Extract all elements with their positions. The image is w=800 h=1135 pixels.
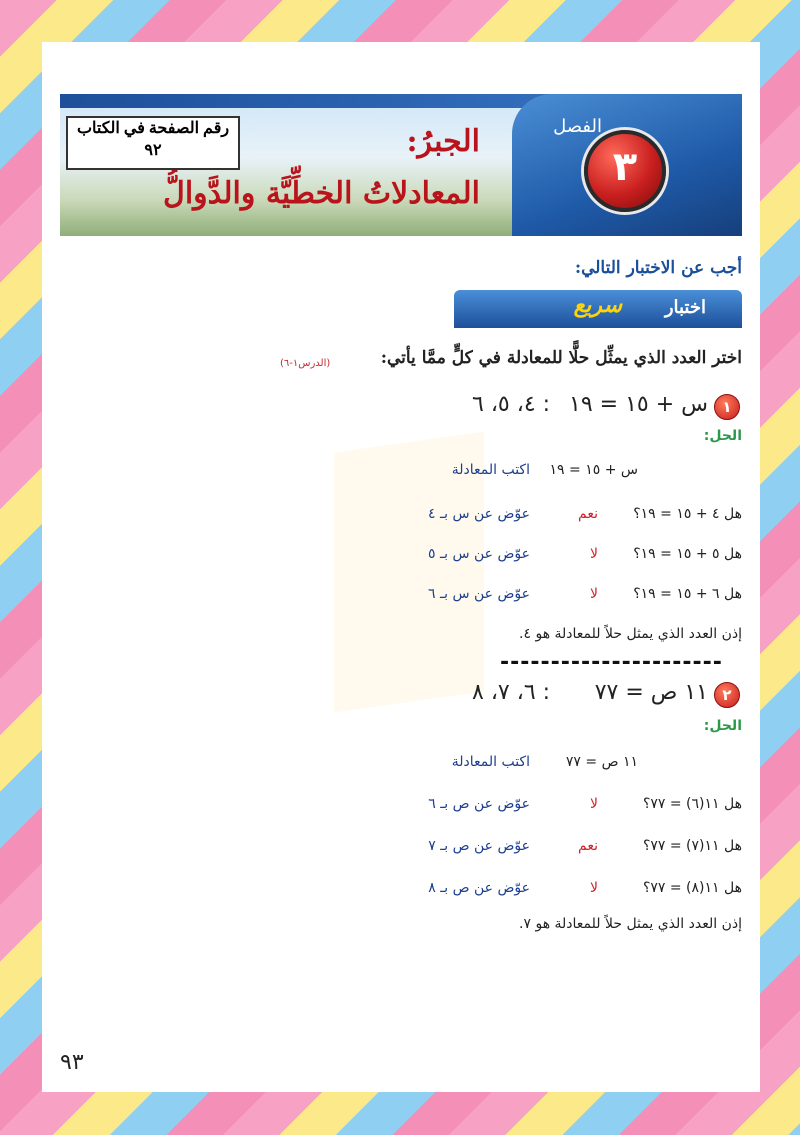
work-step: هل ٤ + ١٥ = ١٩؟ (633, 506, 742, 522)
problem-number-badge: ٢ (714, 682, 740, 708)
problem-number-badge: ١ (714, 394, 740, 420)
work-step: هل ١١(٦) = ٧٧؟ (642, 796, 742, 812)
step-note: عوّض عن س بـ ٥ (428, 546, 530, 562)
lesson-reference: (الدرس١-٦) (280, 358, 331, 369)
step-note: عوّض عن ص بـ ٧ (428, 838, 530, 854)
chapter-banner (60, 94, 742, 236)
chapter-word: الفصل (553, 116, 602, 137)
quiz-label: اختبار (664, 297, 706, 318)
problem-equation: ١١ ص = ٧٧ (594, 680, 708, 705)
quiz-sublabel: سريع (573, 292, 622, 318)
solution-label: الحل: (703, 718, 742, 734)
step-note: عوّض عن ص بـ ٦ (428, 796, 530, 812)
step-answer: لا (590, 880, 598, 896)
work-step: هل ١١(٨) = ٧٧؟ (642, 880, 742, 896)
step-answer: لا (590, 546, 598, 562)
problem-equation: س + ١٥ = ١٩ (569, 392, 708, 417)
problem-choices: : ٤، ٥، ٦ (472, 392, 551, 417)
work-step: هل ٦ + ١٥ = ١٩؟ (633, 586, 742, 602)
page-number: ٩٣ (60, 1050, 84, 1075)
work-step: هل ٥ + ١٥ = ١٩؟ (633, 546, 742, 562)
step-answer: نعم (578, 506, 598, 522)
conclusion-text: إذن العدد الذي يمثل حلاً للمعادلة هو ٧. (519, 916, 742, 932)
step-note: عوّض عن س بـ ٦ (428, 586, 530, 602)
chapter-title-line2: المعادلاتُ الخطِّيَّة والدَّوالُّ (163, 176, 480, 211)
book-page-box (66, 116, 240, 170)
work-step: هل ١١(٧) = ٧٧؟ (642, 838, 742, 854)
question-text: اختر العدد الذي يمثِّل حلًّا للمعادلة في كلٍّ ممَّا يأتي: (380, 348, 742, 368)
book-page-label: رقم الصفحة في الكتاب (76, 120, 230, 137)
conclusion-text: إذن العدد الذي يمثل حلاً للمعادلة هو ٤. (519, 626, 742, 642)
work-step: ١١ ص = ٧٧ (565, 754, 638, 770)
step-note: عوّض عن ص بـ ٨ (428, 880, 530, 896)
step-answer: لا (590, 796, 598, 812)
step-note: اكتب المعادلة (451, 462, 530, 478)
step-answer: لا (590, 586, 598, 602)
problem-choices: : ٦، ٧، ٨ (472, 680, 551, 705)
book-page-number: ٩٢ (144, 142, 162, 159)
quiz-header-bar (454, 290, 742, 328)
separator-line: ---------------------- (500, 650, 723, 675)
step-note: اكتب المعادلة (451, 754, 530, 770)
work-step: س + ١٥ = ١٩ (549, 462, 638, 478)
chapter-number: ٣ (612, 144, 638, 190)
chapter-number-badge (584, 130, 666, 212)
step-note: عوّض عن س بـ ٤ (428, 506, 530, 522)
solution-label: الحل: (703, 428, 742, 444)
instruction-text: أجب عن الاختبار التالي: (574, 258, 742, 278)
page-sheet (42, 42, 760, 1092)
chapter-title-line1: الجبرُ: (406, 124, 480, 159)
step-answer: نعم (578, 838, 598, 854)
